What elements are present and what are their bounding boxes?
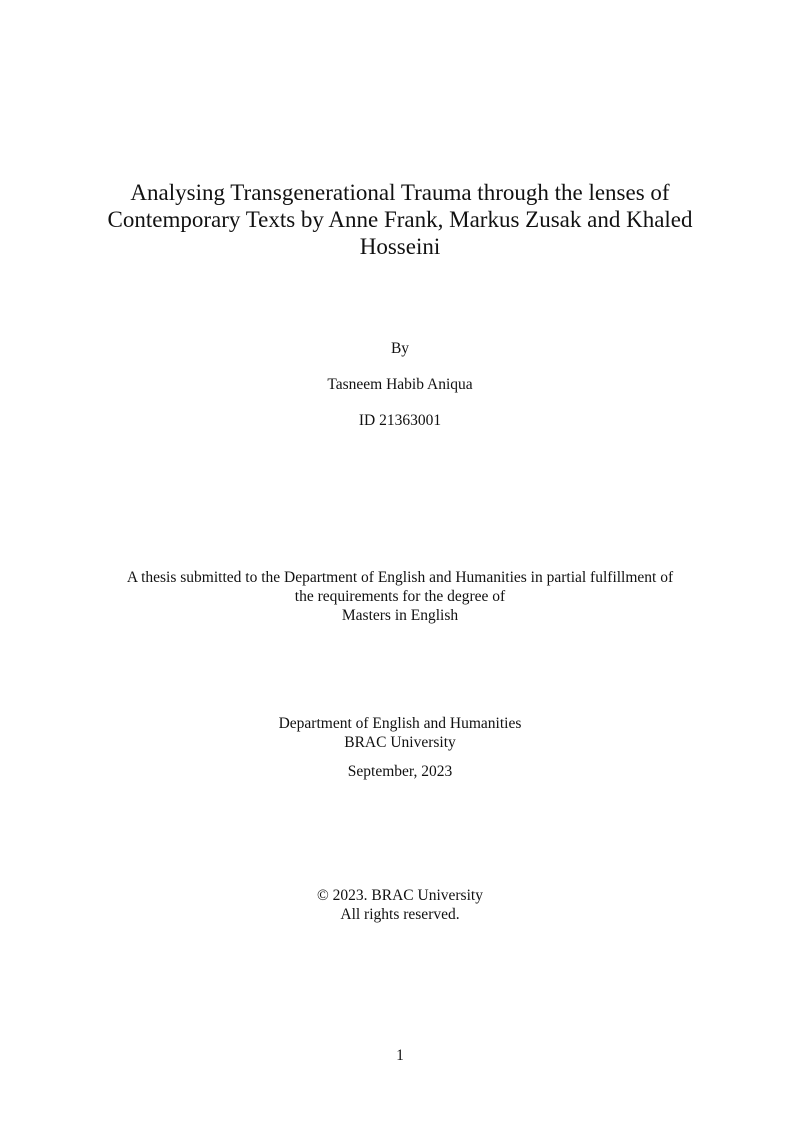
by-label: By — [390, 340, 410, 357]
rights-line: All rights reserved. — [340, 906, 460, 923]
university-name: BRAC University — [344, 734, 456, 751]
title-line-1: Analysing Transgenerational Trauma through the lenses of — [130, 180, 670, 205]
title-line-3: Hosseini — [359, 234, 441, 259]
degree-name: Masters in English — [341, 607, 459, 624]
author-name: Tasneem Habib Aniqua — [327, 376, 473, 393]
page-number: 1 — [396, 1047, 404, 1064]
submission-date: September, 2023 — [347, 763, 453, 780]
submission-line-2: the requirements for the degree of — [294, 588, 506, 605]
student-id: ID 21363001 — [358, 412, 442, 429]
title-line-2: Contemporary Texts by Anne Frank, Markus Zusak and Khaled — [107, 207, 693, 232]
department-name: Department of English and Humanities — [278, 715, 522, 732]
copyright-line: © 2023. BRAC University — [317, 887, 483, 904]
submission-line-1: A thesis submitted to the Department of English and Humanities in partial fulfillment of — [126, 569, 674, 586]
